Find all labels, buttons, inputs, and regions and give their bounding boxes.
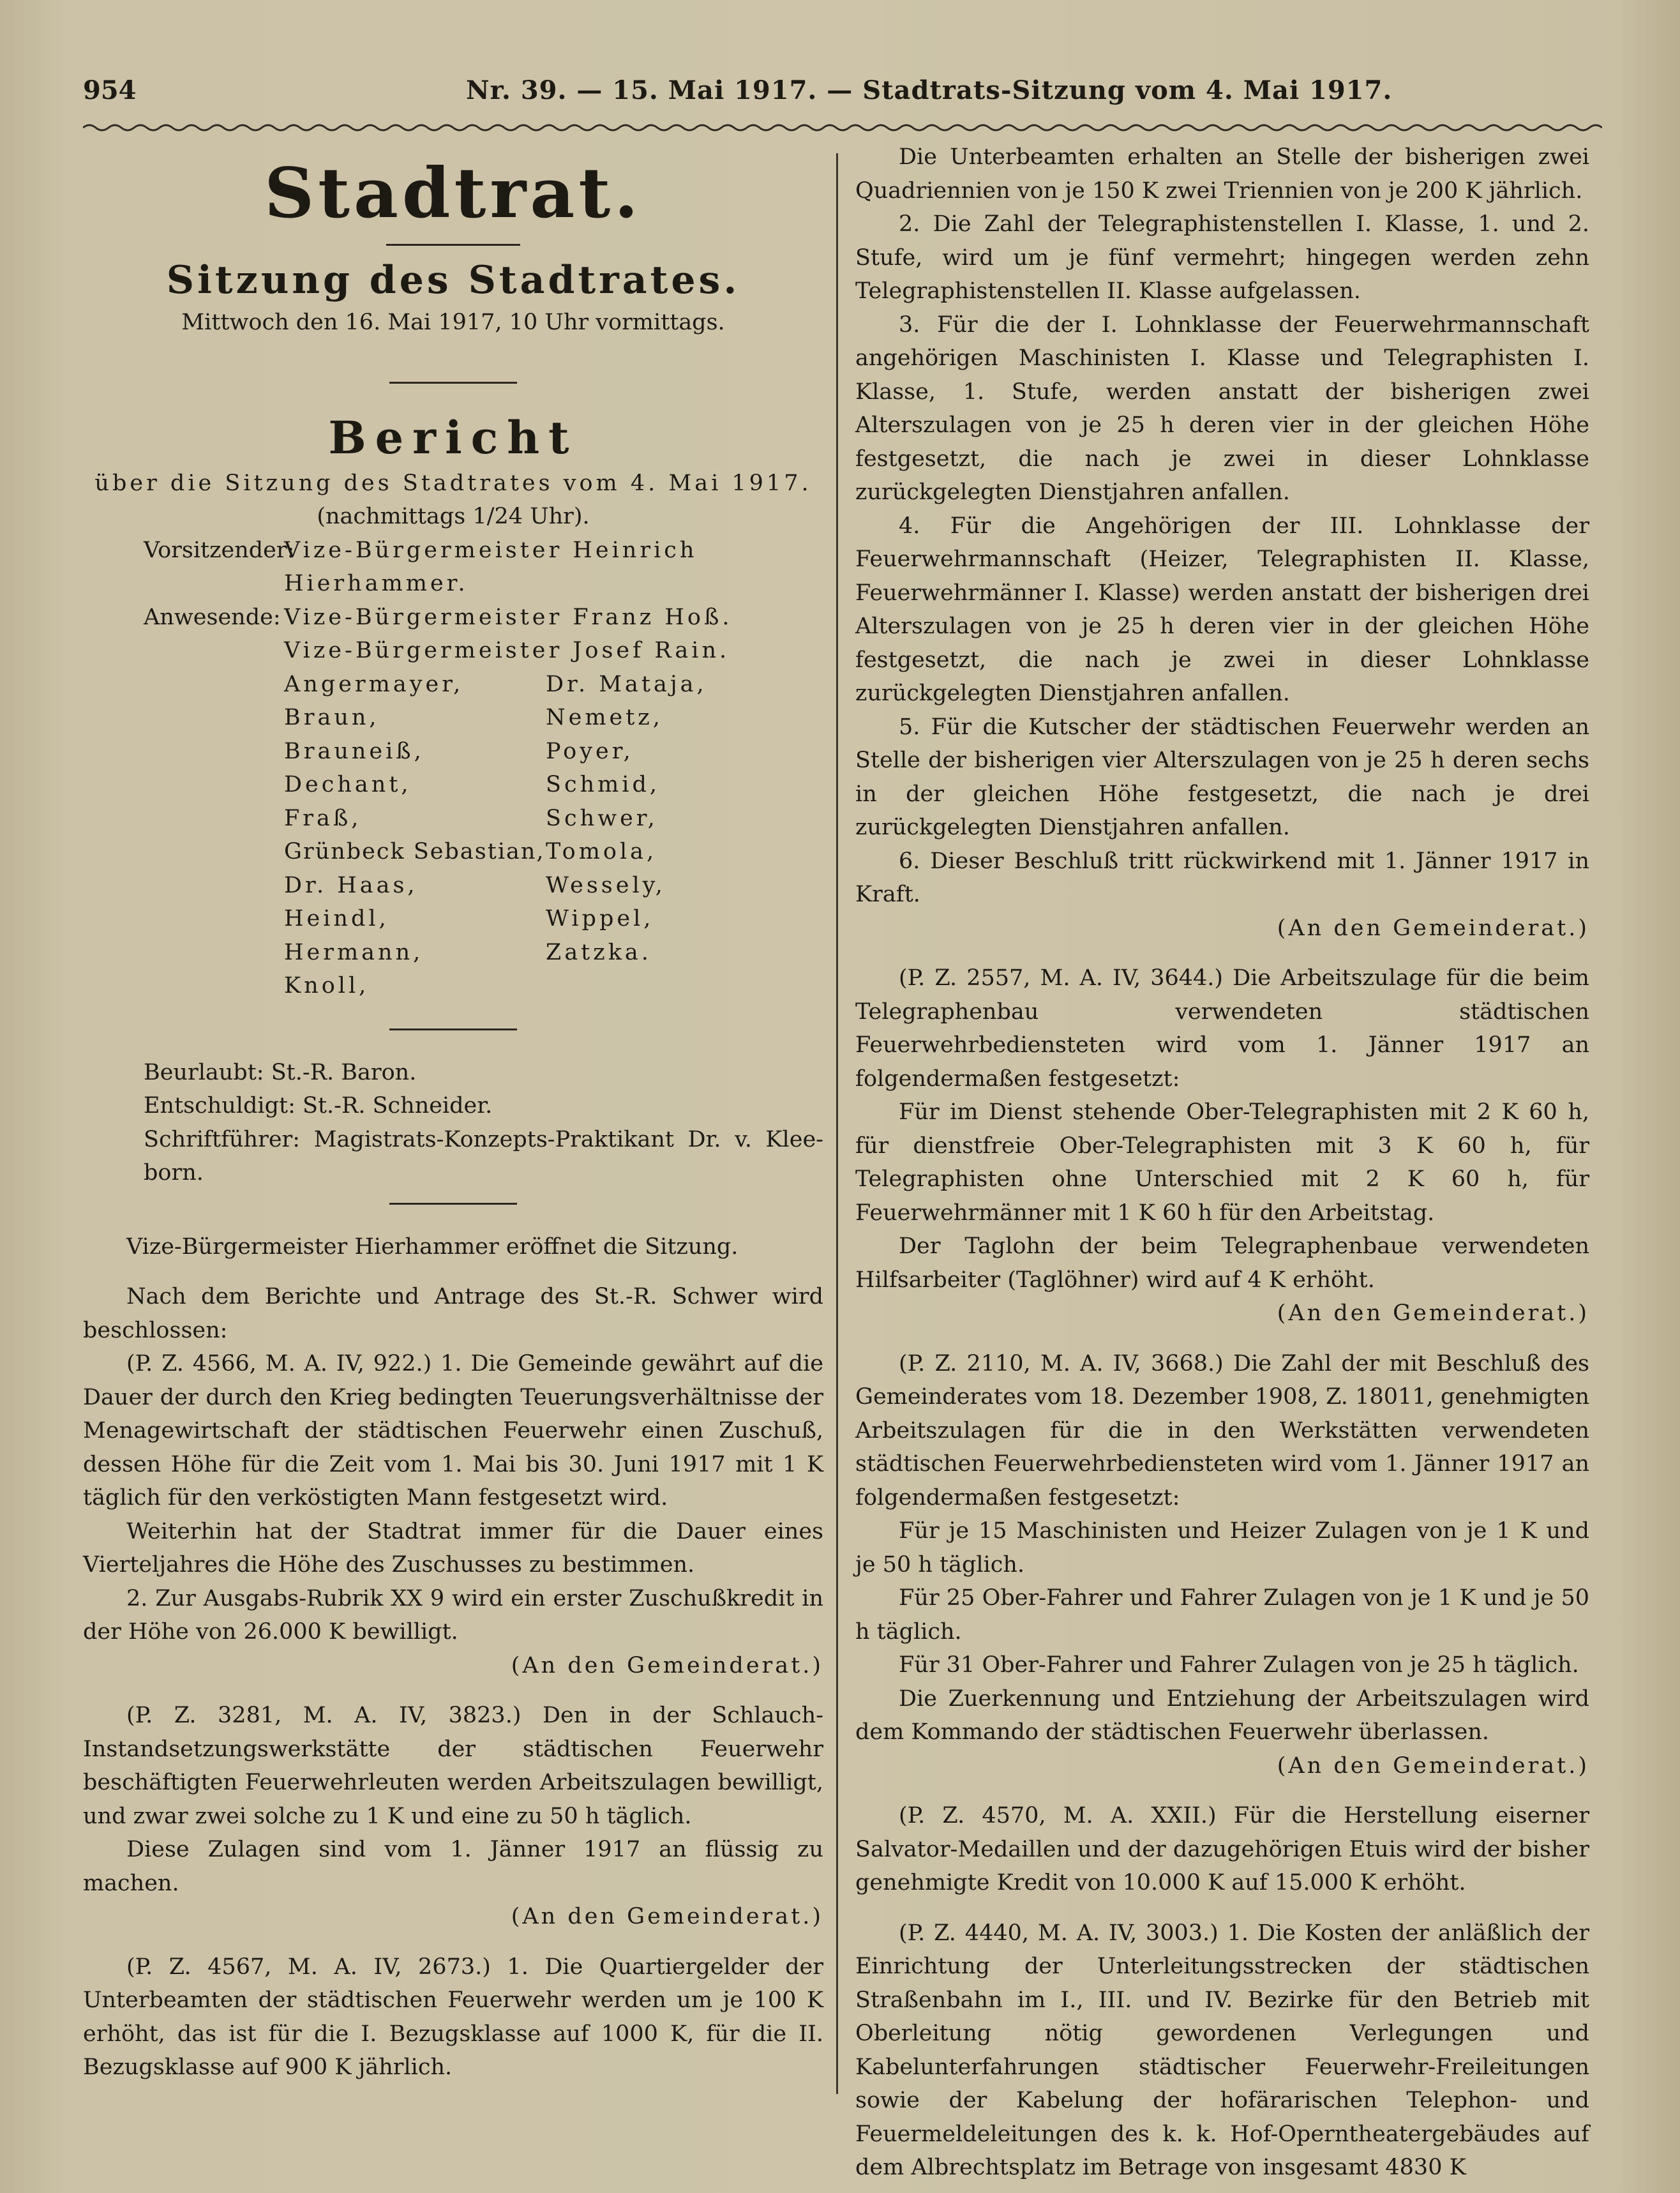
paragraph: 6. Dieser Beschluß tritt rückwirkend mit 1. Jänner 1917 in Kraft.	[855, 848, 1589, 907]
paragraph: Die Unterbeamten erhalten an Stelle der bisherigen zwei Quadriennien von je 150 K zwei Triennien von je 200 K jährlich.	[855, 144, 1589, 204]
page-number: 954	[83, 75, 137, 105]
member: Grünbeck Sebastian,	[284, 839, 545, 864]
paragraph: 4. Für die Angehörigen der III. Lohnklasse der Feuerwehrmannschaft (Heizer, Telegraphisten II. Klasse, Feuerwehrmänner I. Klasse) werden anstatt der bisherigen drei Alterszulagen von je 25 h deren vier in der gleichen Höhe festgesetzt, die nach je zwei in dieser Lohnklasse zurückgelegten Dienstjahren anfallen.	[855, 513, 1589, 706]
divider	[386, 244, 520, 246]
referral: (An den Gemeinderat.)	[1277, 1752, 1589, 1779]
left-column	[83, 140, 823, 2084]
paragraph: (P. Z. 2110, M. A. IV, 3668.) Die Zahl der mit Beschluß des Gemeinderates vom 18. Dezember 1908, Z. 18011, genehmigten Arbeitszulagen für die in den Werkstätten verwendeten städtischen Feuerwehrbediensteten wird vom 1. Jänner 1917 an folgendermaßen festgesetzt:	[855, 1350, 1589, 1511]
paragraph: Die Zuerkennung und Entziehung der Arbeitszulagen wird dem Kommando der städtischen Feuerwehr überlassen.	[855, 1685, 1589, 1745]
referral: (An den Gemeinderat.)	[1277, 915, 1589, 941]
paragraph: 2. Zur Ausgabs-Rubrik XX 9 wird ein erster Zuschußkredit in der Höhe von 26.000 K bewilligt.	[83, 1585, 823, 1645]
member	[546, 969, 801, 1003]
divider	[389, 1203, 517, 1205]
member: Zatzka.	[546, 939, 652, 965]
paragraph: Der Taglohn der beim Telegraphenbaue verwendeten Hilfsarbeiter (Taglöhner) wird auf 4 K erhöht.	[855, 1233, 1589, 1293]
running-title: Nr. 39. — 15. Mai 1917. — Stadtrats-Sitzung vom 4. Mai 1917.	[466, 75, 1393, 105]
present-value-1: Vize-Bürgermeister Franz Hoß.	[284, 604, 733, 630]
present-row	[144, 634, 823, 668]
header-rule	[83, 121, 1602, 134]
member: Nemetz,	[546, 705, 663, 730]
paragraph: Nach dem Berichte und Antrage des St.-R. Schwer wird beschlossen:	[83, 1284, 823, 1343]
paragraph: Weiterhin hat der Stadtrat immer für die Dauer eines Vierteljahres die Höhe des Zuschusses zu bestimmen.	[83, 1518, 823, 1578]
member: Wessely,	[546, 872, 666, 898]
divider	[389, 1029, 517, 1030]
member: Dr. Mataja,	[546, 671, 707, 697]
paragraph: Für im Dienst stehende Ober-Telegraphisten mit 2 K 60 h, für dienstfreie Ober-Telegraphisten mit 3 K 60 h, für Telegraphisten ohne Unterschied mit 2 K 60 h, für Feuerwehrmänner mit 1 K 60 h für den Arbeitstag.	[855, 1099, 1589, 1226]
member: Dechant,	[284, 772, 412, 797]
member: Schwer,	[546, 805, 658, 831]
member: Knoll,	[284, 973, 370, 999]
member: Fraß,	[284, 805, 362, 831]
member: Dr. Haas,	[284, 872, 418, 898]
member: Wippel,	[546, 906, 654, 931]
paragraph: Für 25 Ober-Fahrer und Fahrer Zulagen von je 1 K und je 50 h täglich.	[855, 1585, 1589, 1645]
chair-label: Vorsitzender:	[144, 537, 295, 563]
member: Brauneiß,	[284, 738, 424, 764]
paragraph: 3. Für die der I. Lohnklasse der Feuerwehrmannschaft angehörigen Maschinisten I. Klasse und Telegraphisten I. Klasse, 1. Stufe, werden anstatt der bisherigen zwei Alterszulagen von je 25 h deren vier in der gleichen Höhe festgesetzt, die nach je zwei in dieser Lohnklasse zurückgelegten Dienstjahren anfallen.	[855, 312, 1589, 505]
member: Hermann,	[284, 939, 424, 965]
paragraph: Für je 15 Maschinisten und Heizer Zulagen von je 1 K und je 50 h täglich.	[855, 1518, 1589, 1578]
opening-line: Vize-Bürgermeister Hierhammer eröffnet die Sitzung.	[126, 1233, 739, 1260]
referral: (An den Gemeinderat.)	[511, 1904, 823, 1929]
member: Tomola,	[546, 839, 657, 864]
paragraph: (P. Z. 4440, M. A. IV, 3003.) 1. Die Kosten der anläßlich der Einrichtung der Unterleitungsstrecken der städtischen Straßenbahn im I., III. und IV. Bezirke für den Betrieb mit Oberleitung nötig gewordenen Verlegungen und Kabelunterfahrungen städtischer Feuerwehr-Freileitungen sowie der Kabelung der hofärarischen Telephon- und Feuermeldeleitungen des k. k. Hof-Operntheatergebäudes auf dem Albrechtsplatz im Betrage von insgesamt 4830 K	[855, 1920, 1589, 2180]
paragraph: 2. Die Zahl der Telegraphistenstellen I. Klasse, 1. und 2. Stufe, wird um je fünf vermehrt; hingegen werden zehn Telegraphistenstellen II. Klasse aufgelassen.	[855, 211, 1589, 304]
referral: (An den Gemeinderat.)	[1277, 1300, 1589, 1326]
paragraph: (P. Z. 3281, M. A. IV, 3823.) Den in der Schlauch-Instandsetzungswerkstätte der städtischen Feuerwehr beschäftigten Feuerwehrleuten werden Arbeitszulagen bewilligt, und zwar zwei solche zu 1 K und eine zu 50 h täglich.	[83, 1703, 823, 1829]
paragraph: (P. Z. 2557, M. A. IV, 3644.) Die Arbeitszulage für die beim Telegraphenbau verwendeten städtischen Feuerwehrbediensteten wird vom 1. Jänner 1917 an folgendermaßen festgesetzt:	[855, 965, 1589, 1092]
meeting-title: Sitzung des Stadtrates.	[166, 258, 740, 303]
report-heading: Bericht	[328, 411, 578, 464]
member: Heindl,	[284, 906, 389, 931]
referral: (An den Gemeinderat.)	[511, 1652, 823, 1678]
paragraph: (P. Z. 4570, M. A. XXII.) Für die Herstellung eiserner Salvator-Medaillen und der dazugehörigen Etuis wird der bisher genehmigte Kredit von 10.000 K auf 15.000 K erhöht.	[855, 1803, 1589, 1895]
report-subheading: über die Sitzung des Stadtrates vom 4. Mai 1917.	[94, 470, 812, 496]
meeting-date: Mittwoch den 16. Mai 1917, 10 Uhr vormittags.	[181, 310, 725, 335]
chair-value: Vize-Bürgermeister Heinrich Hierhammer.	[284, 537, 698, 596]
secretary: Schriftführer: Magistrats-Konzepts-Praktikant Dr. v. Klee-born.	[144, 1126, 823, 1186]
paragraph: Diese Zulagen sind vom 1. Jänner 1917 an flüssig zu machen.	[83, 1837, 823, 1896]
column-divider	[836, 153, 838, 2094]
report-time: (nachmittags 1/24 Uhr).	[317, 504, 590, 529]
present-label: Anwesende:	[144, 604, 281, 630]
page-header	[83, 75, 1602, 120]
excused: Entschuldigt: St.-R. Schneider.	[144, 1093, 493, 1119]
section-title: Stadtrat.	[264, 153, 642, 234]
paragraph: Für 31 Ober-Fahrer und Fahrer Zulagen von je 25 h täglich.	[899, 1652, 1579, 1678]
paragraph: (P. Z. 4566, M. A. IV, 922.) 1. Die Gemeinde gewährt auf die Dauer der durch den Krieg bedingten Teuerungsverhältnisse der Menagewirtschaft der städtischen Feuerwehr einen Zuschuß, dessen Höhe für die Zeit vom 1. Mai bis 30. Juni 1917 mit 1 K täglich für den verköstigten Mann festgesetzt wird.	[83, 1351, 823, 1511]
chair-row	[144, 534, 823, 601]
member: Poyer,	[546, 738, 634, 764]
divider	[389, 382, 517, 384]
present-row	[144, 601, 823, 635]
member: Angermayer,	[284, 671, 464, 697]
member: Schmid,	[546, 772, 661, 797]
present-value-2: Vize-Bürgermeister Josef Rain.	[284, 638, 730, 663]
paragraph: (P. Z. 4567, M. A. IV, 2673.) 1. Die Quartiergelder der Unterbeamten der städtischen Feuerwehr werden um je 100 K erhöht, das ist für die I. Bezugsklasse auf 1000 K, für die II. Bezugsklasse auf 900 K jährlich.	[83, 1954, 823, 2080]
members-list	[83, 668, 823, 1003]
paragraph: 5. Für die Kutscher der städtischen Feuerwehr werden an Stelle der bisherigen vier Alterszulagen von je 25 h deren sechs in der gleichen Höhe festgesetzt, die nach je drei zurückgelegten Dienstjahren anfallen.	[855, 714, 1589, 840]
right-column	[855, 140, 1589, 2185]
on-leave: Beurlaubt: St.-R. Baron.	[144, 1059, 417, 1085]
member: Braun,	[284, 705, 380, 730]
